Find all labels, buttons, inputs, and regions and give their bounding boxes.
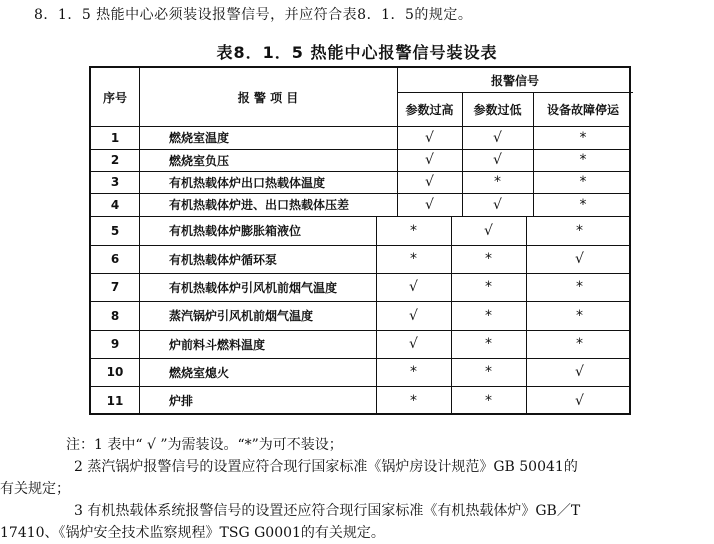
column-divider xyxy=(462,92,463,126)
equipment-fault-mark: * xyxy=(579,152,587,168)
column-divider xyxy=(451,245,452,273)
note-2: 2 蒸汽锅炉报警信号的设置应符合现行国家标准《锅炉房设计规范》GB 50041的 xyxy=(74,459,578,475)
column-divider xyxy=(139,245,140,273)
param-low-mark: * xyxy=(494,174,501,190)
row-divider xyxy=(397,92,633,93)
column-divider xyxy=(462,149,463,171)
equipment-fault-mark: √ xyxy=(575,251,584,267)
param-low-mark: √ xyxy=(484,222,493,239)
param-high-mark: √ xyxy=(409,336,418,352)
param-high-mark: √ xyxy=(425,196,434,213)
param-low-mark: √ xyxy=(493,129,502,146)
alarm-item-label: 有机热载体炉膨胀箱液位 xyxy=(169,224,302,238)
column-divider xyxy=(451,330,452,358)
column-divider xyxy=(462,193,463,216)
column-divider xyxy=(376,273,377,301)
equipment-fault-mark: * xyxy=(576,307,583,324)
column-divider xyxy=(451,273,452,301)
column-divider xyxy=(139,358,140,386)
header-param-low: 参数过低 xyxy=(473,102,522,117)
column-divider xyxy=(139,330,140,358)
alarm-item-label: 有机热载体炉循环泵 xyxy=(169,252,278,267)
column-divider xyxy=(397,68,398,126)
alarm-item-label: 燃烧室负压 xyxy=(169,153,230,168)
row-number: 2 xyxy=(110,153,120,167)
column-divider xyxy=(462,126,463,149)
alarm-item-label: 燃烧室温度 xyxy=(169,131,230,145)
param-low-mark: * xyxy=(485,251,492,267)
equipment-fault-mark: √ xyxy=(575,364,584,380)
column-divider xyxy=(139,301,140,330)
header-item: 报 警 项 目 xyxy=(237,90,299,105)
row-number: 9 xyxy=(110,337,120,351)
column-divider xyxy=(139,386,140,415)
column-divider xyxy=(139,273,140,301)
column-divider xyxy=(139,216,140,245)
param-low-mark: * xyxy=(485,307,492,324)
note-1: 注：1 表中“ √ ”为需装设。“*”为可不装设； xyxy=(66,437,343,453)
column-divider xyxy=(451,358,452,386)
param-high-mark: * xyxy=(410,222,417,239)
alarm-item-label: 燃烧室熄火 xyxy=(169,365,230,380)
column-divider xyxy=(139,149,140,171)
column-divider xyxy=(397,149,398,171)
column-divider xyxy=(526,216,527,245)
row-number: 8 xyxy=(110,308,120,323)
row-number: 5 xyxy=(110,223,120,238)
column-divider xyxy=(376,330,377,358)
column-divider xyxy=(451,216,452,245)
column-divider xyxy=(526,301,527,330)
column-divider xyxy=(526,358,527,386)
column-divider xyxy=(533,92,534,126)
equipment-fault-mark: * xyxy=(579,129,587,146)
column-divider xyxy=(376,216,377,245)
row-number: 7 xyxy=(110,280,120,294)
column-divider xyxy=(533,126,534,149)
column-divider xyxy=(451,386,452,415)
equipment-fault-mark: * xyxy=(576,279,583,295)
alarm-item-label: 有机热载体炉进、出口热载体压差 xyxy=(169,198,350,212)
param-high-mark: * xyxy=(410,392,417,409)
param-high-mark: √ xyxy=(409,307,418,324)
column-divider xyxy=(526,273,527,301)
row-number: 4 xyxy=(110,197,120,212)
column-divider xyxy=(526,245,527,273)
column-divider xyxy=(139,126,140,149)
row-number: 3 xyxy=(110,175,120,189)
column-divider xyxy=(526,386,527,415)
table-title: 表8．1．5 热能中心报警信号装设表 xyxy=(216,43,498,62)
row-number: 6 xyxy=(110,252,120,266)
column-divider xyxy=(139,68,140,126)
column-divider xyxy=(533,171,534,193)
column-divider xyxy=(376,386,377,415)
param-low-mark: * xyxy=(485,364,492,380)
equipment-fault-mark: * xyxy=(576,222,583,239)
row-number: 10 xyxy=(106,365,124,379)
param-high-mark: √ xyxy=(425,174,434,190)
column-divider xyxy=(397,171,398,193)
param-low-mark: * xyxy=(485,392,492,409)
param-low-mark: * xyxy=(485,279,492,295)
column-divider xyxy=(533,149,534,171)
column-divider xyxy=(462,171,463,193)
column-divider xyxy=(397,193,398,216)
column-divider xyxy=(533,193,534,216)
note-2-cont: 有关规定； xyxy=(0,481,70,497)
equipment-fault-mark: √ xyxy=(575,392,584,409)
column-divider xyxy=(397,126,398,149)
param-high-mark: √ xyxy=(425,129,434,146)
param-high-mark: * xyxy=(410,364,417,380)
param-low-mark: * xyxy=(485,336,492,352)
intro-paragraph: 8．1．5 热能中心必须装设报警信号，并应符合表8．1．5的规定。 xyxy=(34,7,473,23)
column-divider xyxy=(451,301,452,330)
header-param-high: 参数过高 xyxy=(405,102,454,117)
column-divider xyxy=(526,330,527,358)
note-3: 3 有机热载体系统报警信号的设置还应符合现行国家标准《有机热载体炉》GB／T xyxy=(74,503,581,519)
column-divider xyxy=(376,301,377,330)
alarm-item-label: 蒸汽锅炉引风机前烟气温度 xyxy=(169,309,314,323)
notes xyxy=(0,434,714,544)
param-high-mark: * xyxy=(410,251,417,267)
header-alarm-group: 报警信号 xyxy=(490,73,539,88)
param-high-mark: √ xyxy=(425,152,434,168)
row-number: 1 xyxy=(110,130,120,145)
column-divider xyxy=(376,358,377,386)
param-low-mark: √ xyxy=(493,152,502,168)
alarm-item-label: 炉排 xyxy=(169,394,194,408)
param-high-mark: √ xyxy=(409,279,418,295)
alarm-item-label: 有机热载体炉出口热载体温度 xyxy=(169,175,326,190)
equipment-fault-mark: * xyxy=(579,196,587,213)
column-divider xyxy=(139,193,140,216)
header-seq: 序号 xyxy=(102,90,127,105)
alarm-item-label: 炉前料斗燃料温度 xyxy=(169,337,266,352)
alarm-signal-table xyxy=(89,66,631,415)
column-divider xyxy=(139,171,140,193)
param-low-mark: √ xyxy=(493,196,502,213)
row-number: 11 xyxy=(106,393,124,408)
column-divider xyxy=(376,245,377,273)
alarm-item-label: 有机热载体炉引风机前烟气温度 xyxy=(169,280,338,295)
note-3-cont: 17410、《锅炉安全技术监察规程》TSG G0001的有关规定。 xyxy=(0,525,385,541)
equipment-fault-mark: * xyxy=(576,336,583,352)
equipment-fault-mark: * xyxy=(579,174,587,190)
header-equipment-fault: 设备故障停运 xyxy=(546,102,619,117)
